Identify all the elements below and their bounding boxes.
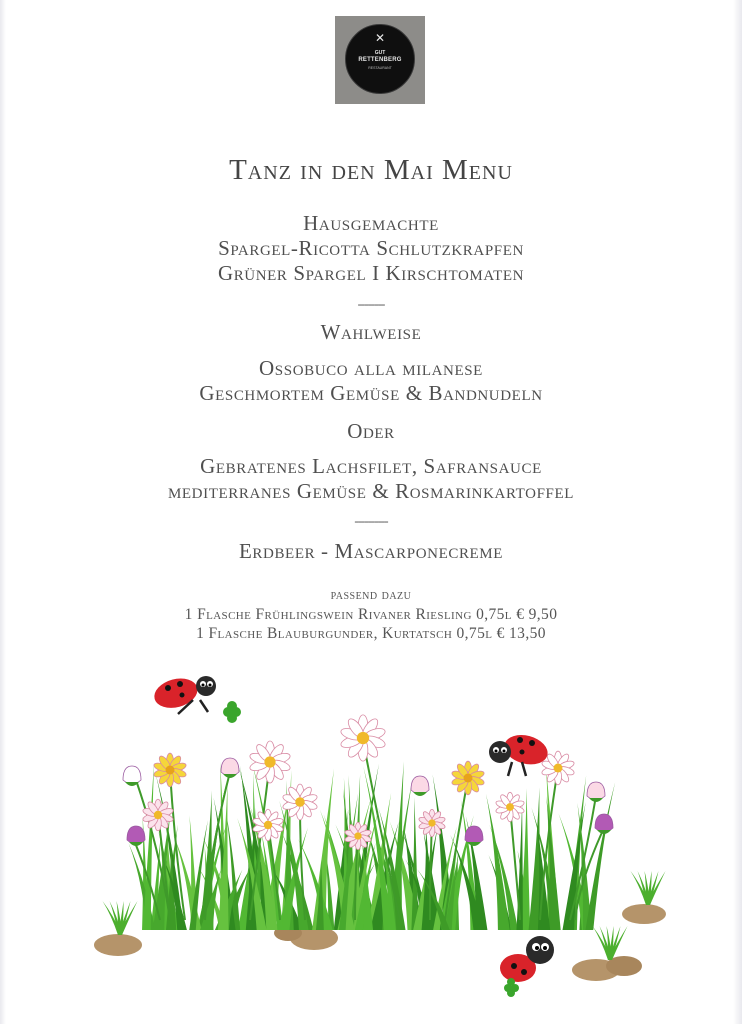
ladybug-icon [489,730,551,776]
cutlery-icon: ✕ [374,31,386,45]
starter-line-1: Hausgemachte [303,211,439,235]
main-option-2-line-1: Gebratenes Lachsfilet, Safransauce [200,454,542,478]
daisy-icon [249,741,292,783]
daisy-icon [495,792,525,821]
wine-heading: passend dazu [330,588,412,603]
tulip-icon [595,814,613,834]
tulip-icon [411,776,429,796]
wine-item-2: 1 Flasche Blauburgunder, Kurtatsch 0,75l € 13,50 [196,625,546,642]
meadow-illustration [0,650,742,1024]
grass-blade [585,782,615,930]
grass [103,760,666,960]
main-option-2-line-2: mediterranes Gemüse & Rosmarinkartoffel [167,479,574,503]
daisy-icon [153,753,187,787]
grass-blade [608,926,628,960]
starter-line-2: Spargel-Ricotta Schlutzkrapfen [218,236,524,260]
tulip-icon [587,782,605,802]
separator-2: ---------- [354,513,388,528]
grass-blade [118,901,138,935]
logo-emblem [345,24,415,94]
tulip-icon [221,758,239,778]
main-option-1-line-2: Geschmortem Gemüse & Bandnudeln [199,381,543,405]
tulip-icon [123,766,141,786]
menu-title: Tanz in den Mai Menu [229,154,513,186]
or-label: Oder [347,419,395,443]
main-option-1-line-1: Ossobuco alla milanese [259,356,483,380]
separator-1: -------- [357,296,385,311]
daisy-icon [142,799,174,831]
restaurant-logo [335,16,425,104]
dessert: Erdbeer - Mascarponecreme [238,539,504,563]
daisy-icon [451,761,485,795]
logo-text-line2: RETTENBERG [358,57,402,63]
wine-item-1: 1 Flasche Frühlingswein Rivaner Riesling 0,75l € 9,50 [184,606,558,623]
tulip-icon [127,826,145,846]
daisy-icon [340,715,387,761]
starter-line-3: Grüner Spargel I Kirschtomaten [217,261,525,285]
logo-text-line3: RESTAURANT [368,66,392,70]
choice-label: Wahlweise [320,320,422,344]
ladybug-icon [151,674,241,723]
logo-text-line1: GUT [374,50,386,56]
ladybug-icon [500,936,554,997]
grass-blade [646,871,666,905]
